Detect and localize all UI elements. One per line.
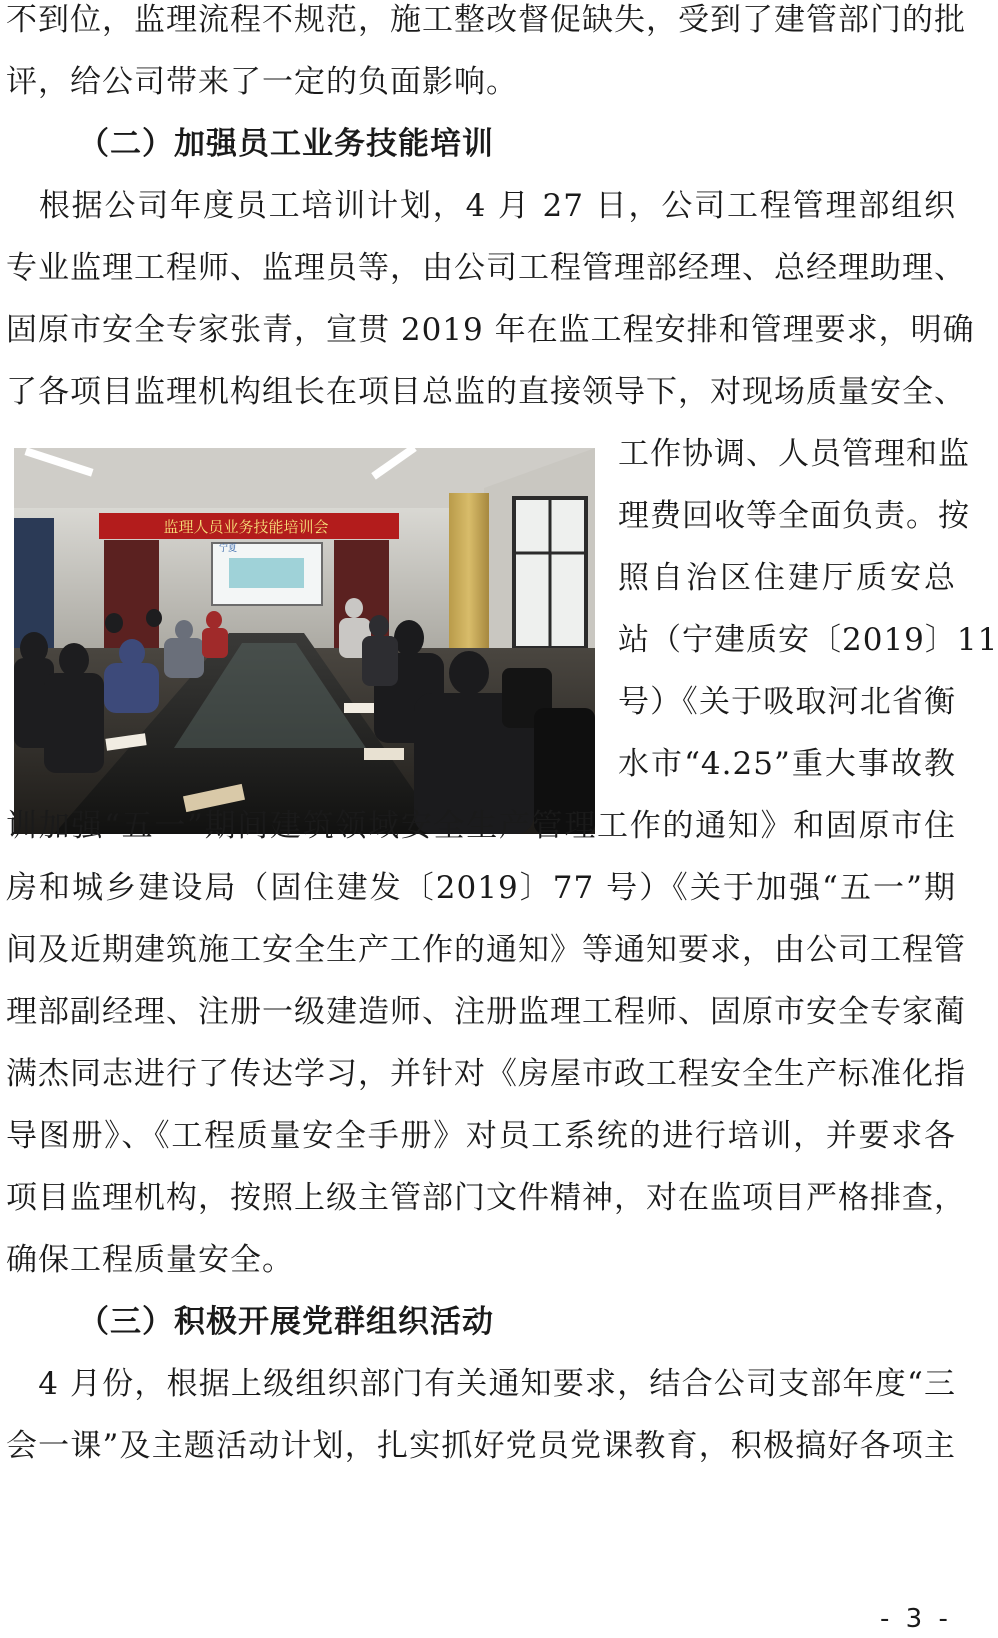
screen-text: 宁夏 [219,544,238,554]
section-heading: （三）积极开展党群组织活动 [78,1304,494,1340]
text-line: 会一课”及主题活动计划，扎实抓好党员党课教育，积极搞好各项主 [6,1428,956,1464]
text-line: 根据公司年度员工培训计划，4 月 27 日，公司工程管理部组织 [6,188,956,224]
text-line: 评，给公司带来了一定的负面影响。 [6,64,518,100]
text-line: 号）《关于吸取河北省衡 [618,684,956,720]
meeting-room-image [14,448,595,834]
training-meeting-photo [14,448,595,834]
text-line: 训加强“五一”期间建筑领域安全生产管理工作的通知》和固原市住 [6,808,956,844]
text-line: 理费回收等全面负责。按 [618,498,970,534]
text-line: 房和城乡建设局（固住建发〔2019〕77 号）《关于加强“五一”期 [6,870,956,906]
text-line: 导图册》、《工程质量安全手册》对员工系统的进行培训，并要求各 [6,1118,956,1154]
section-heading: （二）加强员工业务技能培训 [78,126,494,162]
text-line: 间及近期建筑施工安全生产工作的通知》等通知要求，由公司工程管 [6,932,966,968]
text-line: 照自治区住建厅质安总 [618,560,956,596]
text-line: 站（宁建质安〔2019〕11 [618,622,998,658]
banner-text: 监理人员业务技能培训会 [163,518,329,536]
text-line: 水市“4.25”重大事故教 [618,746,956,782]
text-line: 4 月份，根据上级组织部门有关通知要求，结合公司支部年度“三 [6,1366,956,1402]
text-line: 不到位，监理流程不规范，施工整改督促缺失，受到了建管部门的批 [6,2,966,38]
text-line: 项目监理机构，按照上级主管部门文件精神，对在监项目严格排查， [6,1180,966,1216]
text-line: 工作协调、人员管理和监 [618,436,970,472]
text-line: 了各项目监理机构组长在项目总监的直接领导下，对现场质量安全、 [6,374,966,410]
text-line: 满杰同志进行了传达学习，并针对《房屋市政工程安全生产标准化指 [6,1056,966,1092]
text-line: 专业监理工程师、监理员等，由公司工程管理部经理、总经理助理、 [6,250,966,286]
text-line: 固原市安全专家张青，宣贯 2019 年在监工程安排和管理要求，明确 [6,312,975,348]
text-line: 理部副经理、注册一级建造师、注册监理工程师、固原市安全专家蔺 [6,994,966,1030]
text-line: 确保工程质量安全。 [6,1242,294,1278]
page-number: - 3 - [880,1604,952,1634]
